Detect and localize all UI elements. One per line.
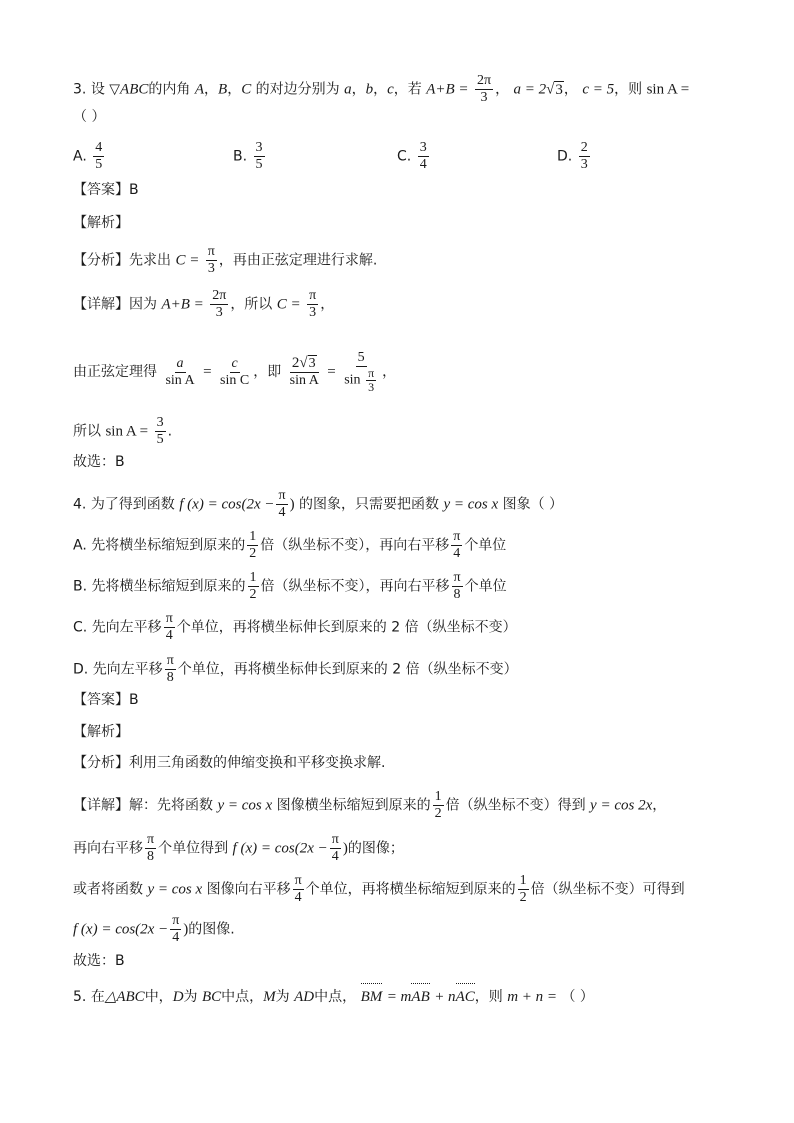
q3-option-b: B. $\frac{3}{5}$ <box>233 140 263 172</box>
q3-analysis-heading: 【解析】 <box>73 215 129 231</box>
q4-answer: 【答案】B <box>73 692 139 708</box>
q3-answer: 【答案】B <box>73 182 139 198</box>
q5-stem: 5. 在△ABC中，D为 BC中点，M为 AD中点， BM = mAB + nAC，则 m + n = （ ） <box>73 989 594 1005</box>
q4-xiangjie-1: 【详解】解：先将函数 y = cos x 图像横坐标缩短到原来的 $\frac{1}{2}$ 倍（纵坐标不变）得到 y = cos 2x， <box>73 789 667 821</box>
q4-xiangjie-3: 或者将函数 y = cos x 图像向右平移 $\frac{\pi}{4}$ 个单位，再将横坐标缩短到原来的 $\frac{1}{2}$ 倍（纵坐标不变）可得到 <box>73 873 685 905</box>
q4-stem: 4. 为了得到函数 f (x) = cos(2x − $\frac{\pi}{4}$ ) 的图象，只需要把函数 y = cos x 图象（ ） <box>73 488 564 520</box>
q3-choose: 故选：B <box>73 454 125 470</box>
q3-fenxi: 【分析】先求出 C = $\frac{\pi}{3}$ ，再由正弦定理进行求解. <box>73 244 378 276</box>
q4-option-d: D. 先向左平移 $\frac{\pi}{8}$ 个单位，再将横坐标伸长到原来的 2 倍（纵坐标不变） <box>73 653 518 685</box>
q4-xiangjie-4: f (x) = cos(2x − $\frac{\pi}{4}$ )的图像. <box>73 913 235 945</box>
q4-analysis-heading: 【解析】 <box>73 724 129 740</box>
vector-ab: AB <box>411 989 430 1005</box>
q4-number: 4. <box>73 496 87 513</box>
q3-law-of-sines: 由正弦定理得 $\frac{a}{\text{sin A}}$ = $\frac{c}{\text{sin C}}$ ，即 $\frac{2√3}{\text{sin A}}$ = 5 sin $\frac{\pi}{3}$ ， <box>73 350 397 394</box>
q3-stem: 3. 设 ▽ABC的内角 A，B，C 的对边分别为 a，b，c，若 A+B = $\frac{2\pi}{3}$ ， a = 2√3， c = 5，则 sin A = <box>73 73 690 105</box>
vector-ac: AC <box>455 989 475 1005</box>
q3-option-c: C. $\frac{3}{4}$ <box>397 140 427 172</box>
q4-choose: 故选：B <box>73 953 125 969</box>
q4-option-c: C. 先向左平移 $\frac{\pi}{4}$ 个单位，再将横坐标伸长到原来的 2 倍（纵坐标不变） <box>73 611 517 643</box>
q4-option-b: B. 先将横坐标缩短到原来的 $\frac{1}{2}$ 倍（纵坐标不变），再向右平移 $\frac{\pi}{8}$ 个单位 <box>73 570 507 602</box>
q3-option-d: D. $\frac{2}{3}$ <box>557 140 588 172</box>
q5-number: 5. <box>73 989 87 1005</box>
fraction-2pi-3: $\frac{2\pi}{3}$ <box>477 73 492 105</box>
triangle-symbol: ▽ <box>109 81 121 98</box>
vector-bm: BM <box>360 989 383 1005</box>
q3-option-a: A. $\frac{4}{5}$ <box>73 140 103 172</box>
q3-result: 所以 sin A = $\frac{3}{5}$ . <box>73 415 173 447</box>
q4-option-a: A. 先将横坐标缩短到原来的 $\frac{1}{2}$ 倍（纵坐标不变），再向右平移 $\frac{\pi}{4}$ 个单位 <box>73 529 507 561</box>
q4-fenxi: 【分析】利用三角函数的伸缩变换和平移变换求解. <box>73 755 386 771</box>
q3-xiangjie: 【详解】因为 A+B = $\frac{2\pi}{3}$ ，所以 C = $\frac{\pi}{3}$ ， <box>73 288 335 320</box>
q3-number: 3. <box>73 81 87 98</box>
q4-xiangjie-2: 再向右平移 $\frac{\pi}{8}$ 个单位得到 f (x) = cos(2x − $\frac{\pi}{4}$ )的图像； <box>73 832 404 864</box>
q3-paren: （ ） <box>73 109 106 125</box>
